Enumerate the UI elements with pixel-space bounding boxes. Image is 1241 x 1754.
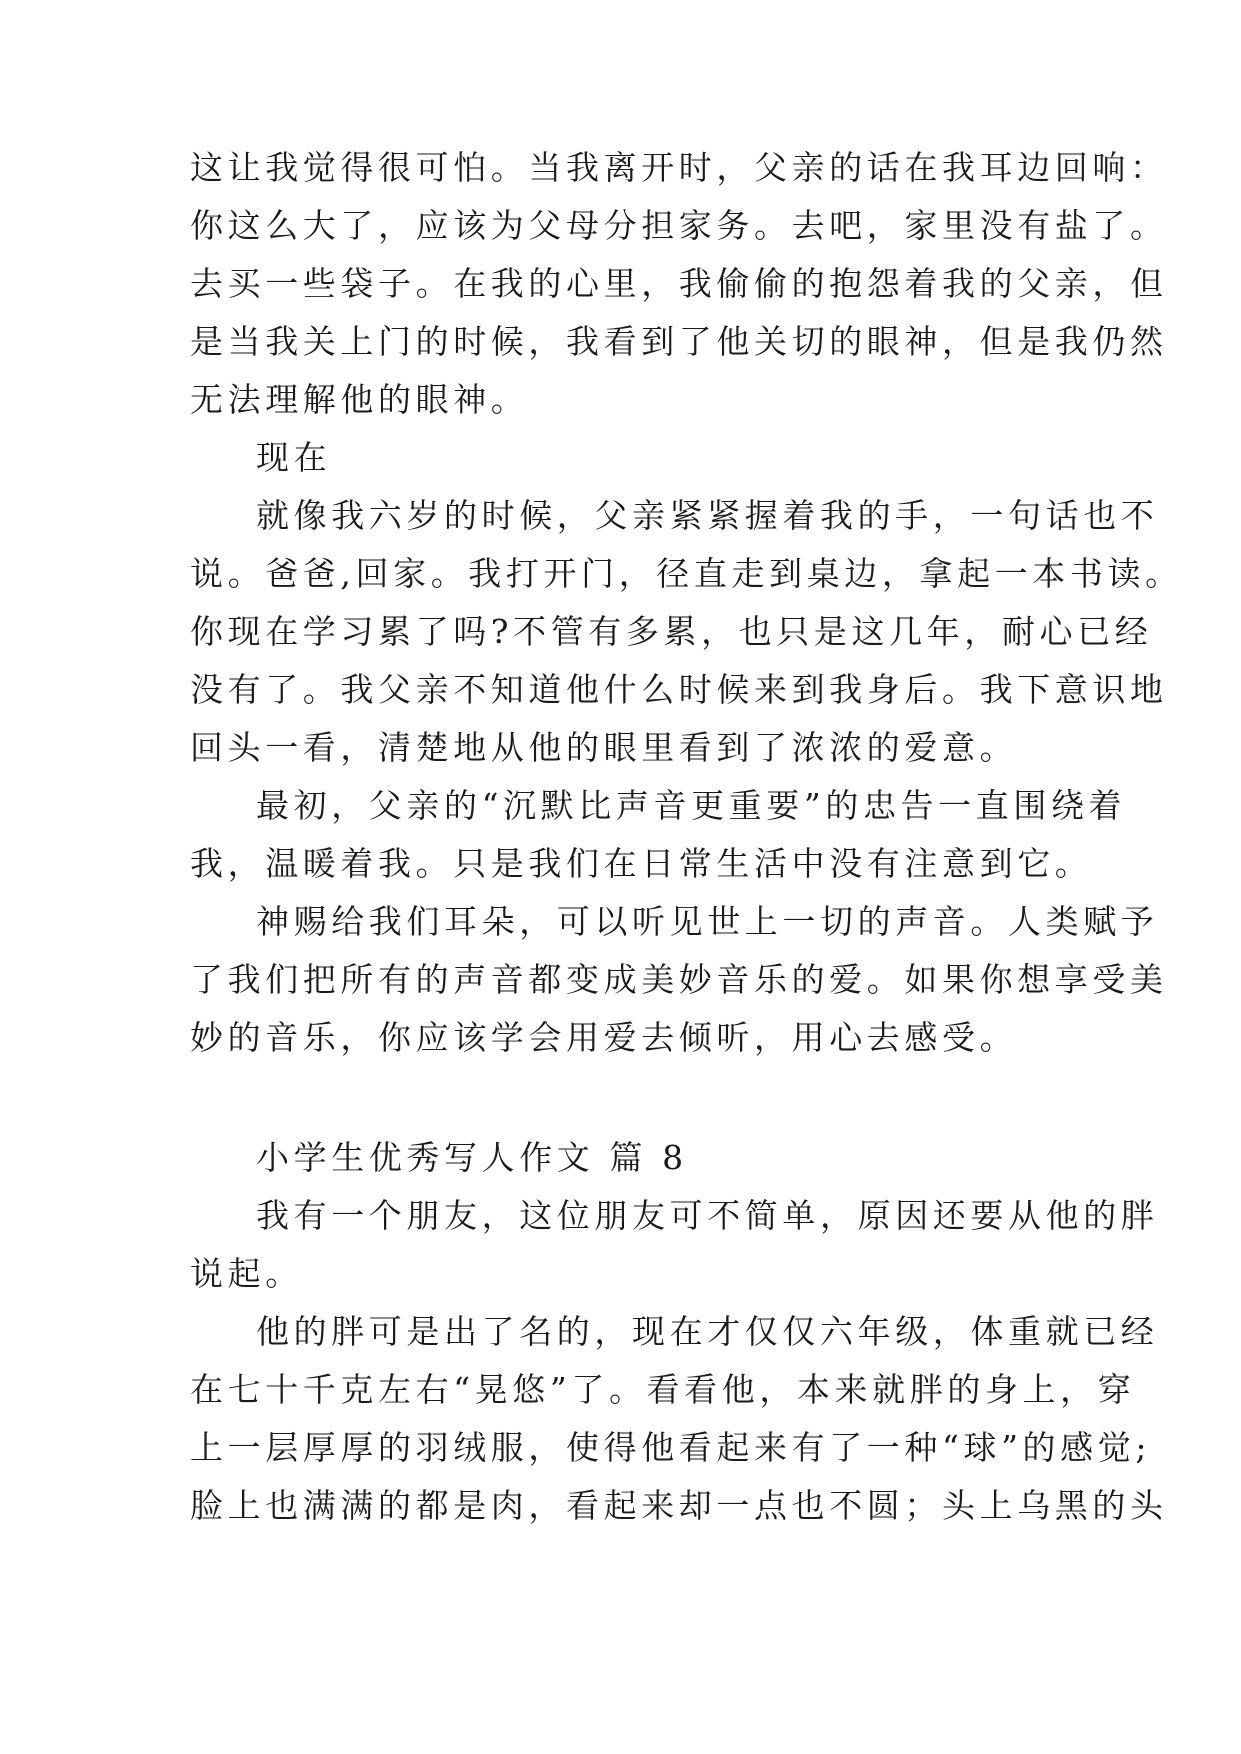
paragraph-start: 我有一个朋友，这位朋友可不简单，原因还要从他的胖 [256, 1196, 1159, 1235]
text-line: 你现在学习累了吗?不管有多累，也只是这几年，耐心已经 [190, 612, 1153, 651]
text-line: 没有了。我父亲不知道他什么时候来到我身后。我下意识地 [190, 670, 1168, 709]
text-line: 无法理解他的眼神。 [190, 380, 529, 419]
section-title: 小学生优秀写人作文 篇 8 [256, 1138, 688, 1177]
paragraph-start: 就像我六岁的时候，父亲紧紧握着我的手，一句话也不 [256, 496, 1159, 535]
text-line: 了我们把所有的声音都变成美妙音乐的爱。如果你想享受美 [190, 960, 1168, 999]
paragraph-start: 最初，父亲的“沉默比声音更重要”的忠告一直围绕着 [256, 786, 1127, 825]
text-line: 你这么大了，应该为父母分担家务。去吧，家里没有盐了。 [190, 206, 1168, 245]
text-line: 在七十千克左右“晃悠”了。看看他，本来就胖的身上，穿 [190, 1370, 1136, 1409]
paragraph-start: 他的胖可是出了名的，现在才仅仅六年级，体重就已经 [256, 1312, 1159, 1351]
paragraph-start: 神赐给我们耳朵，可以听见世上一切的声音。人类赋予 [256, 902, 1159, 941]
text-line: 是当我关上门的时候，我看到了他关切的眼神，但是我仍然 [190, 322, 1168, 361]
text-line: 回头一看，清楚地从他的眼里看到了浓浓的爱意。 [190, 728, 1018, 767]
text-line: 上一层厚厚的羽绒服，使得他看起来有了一种“球”的感觉; [190, 1428, 1152, 1467]
text-line: 去买一些袋子。在我的心里，我偷偷的抱怨着我的父亲，但 [190, 264, 1168, 303]
text-line: 妙的音乐，你应该学会用爱去倾听，用心去感受。 [190, 1018, 1018, 1057]
paragraph-start: 现在 [256, 438, 332, 477]
text-line: 这让我觉得很可怕。当我离开时，父亲的话在我耳边回响： [190, 148, 1168, 187]
text-line: 我，温暖着我。只是我们在日常生活中没有注意到它。 [190, 844, 1093, 883]
text-line: 说起。 [190, 1254, 303, 1293]
text-line: 脸上也满满的都是肉，看起来却一点也不圆；头上乌黑的头 [190, 1486, 1168, 1525]
text-line: 说。爸爸,回家。我打开门，径直走到桌边，拿起一本书读。 [190, 554, 1183, 593]
